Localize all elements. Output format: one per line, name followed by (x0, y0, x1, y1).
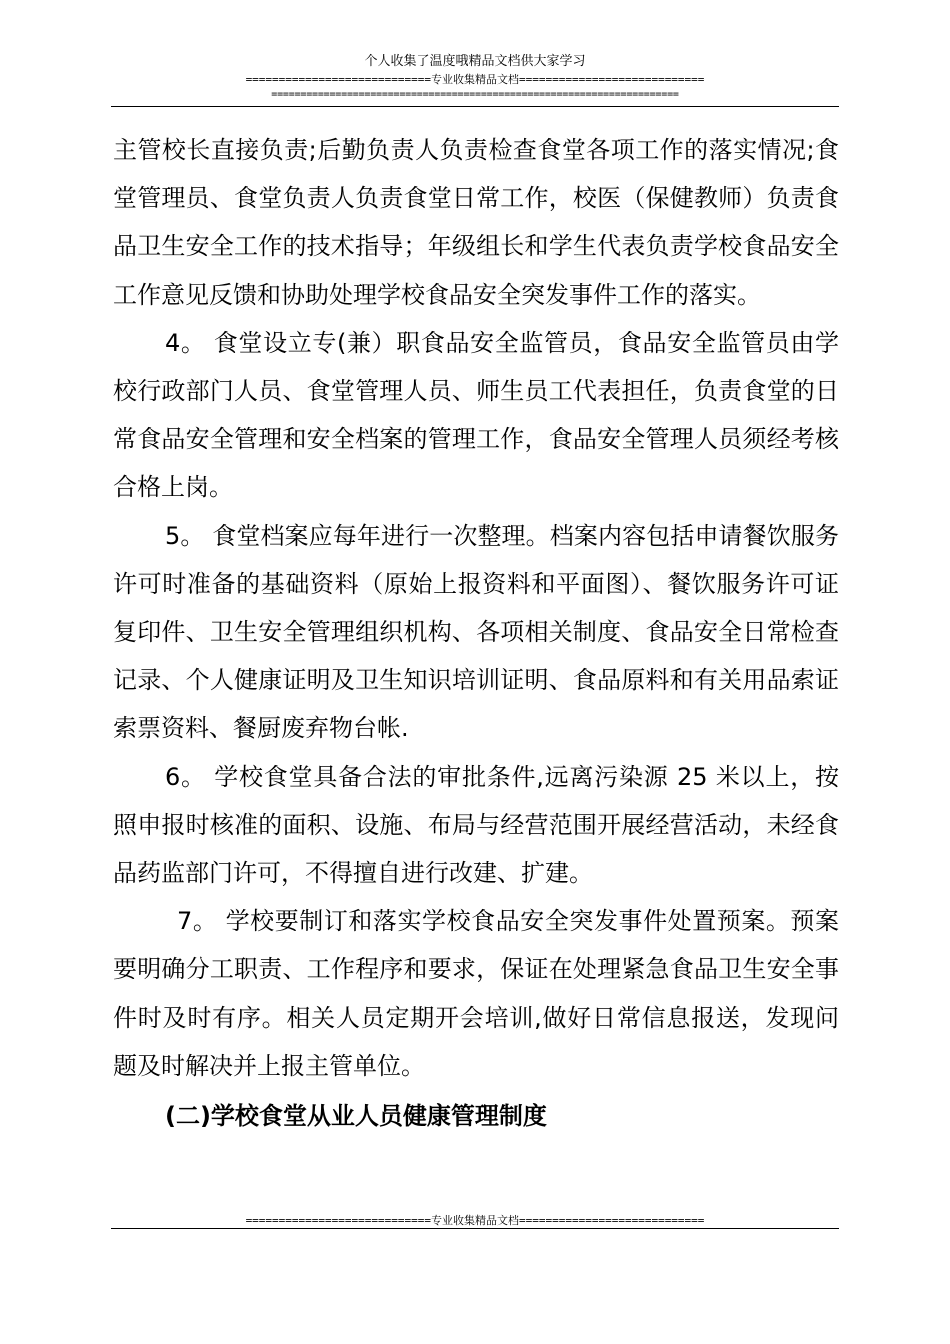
page-footer: ============================专业收集精品文档============================ (245, 1214, 705, 1227)
paragraph-item-5: 5。 食堂档案应每年进行一次整理。档案内容包括申请餐饮服务许可时准备的基础资料（原始上报资料和平面图）、餐饮服务许可证复印件、卫生安全管理组织机构、各项相关制度、食品安全日常检查记录、个人健康证明及卫生知识培训证明、食品原料和有关用品索证索票资料、餐厨废弃物台帐. (113, 521, 839, 743)
document-body (113, 126, 839, 1140)
page-header (0, 52, 950, 101)
paragraph-item-6: 6。 学校食堂具备合法的审批条件,远离污染源 25 米以上，按照申报时核准的面积、设施、布局与经营范围开展经营活动，未经食品药监部门许可，不得擅自进行改建、扩建。 (113, 762, 839, 888)
footer-rule (111, 1228, 839, 1229)
header-rule (111, 106, 839, 107)
header-separator: ====================================================================== (271, 89, 679, 100)
section-heading: (二)学校食堂从业人员健康管理制度 (165, 1102, 547, 1131)
paragraph-responsibilities: 主管校长直接负责;后勤负责人负责检查食堂各项工作的落实情况;食堂管理员、食堂负责人负责食堂日常工作，校医（保健教师）负责食品卫生安全工作的技术指导；年级组长和学生代表负责学校食品安全工作意见反馈和协助处理学校食品安全突发事件工作的落实。 (113, 136, 839, 309)
header-banner: ============================专业收集精品文档============================ (245, 73, 705, 86)
header-title: 个人收集了温度哦精品文档供大家学习 (364, 54, 586, 69)
paragraph-item-7: 7。 学校要制订和落实学校食品安全突发事件处置预案。预案要明确分工职责、工作程序和要求，保证在处理紧急食品卫生安全事件时及时有序。相关人员定期开会培训,做好日常信息报送，发现问题及时解决并上报主管单位。 (113, 907, 839, 1080)
paragraph-item-4: 4。 食堂设立专(兼）职食品安全监管员，食品安全监管员由学校行政部门人员、食堂管理人员、师生员工代表担任，负责食堂的日常食品安全管理和安全档案的管理工作，食品安全管理人员须经考核合格上岗。 (113, 328, 839, 502)
